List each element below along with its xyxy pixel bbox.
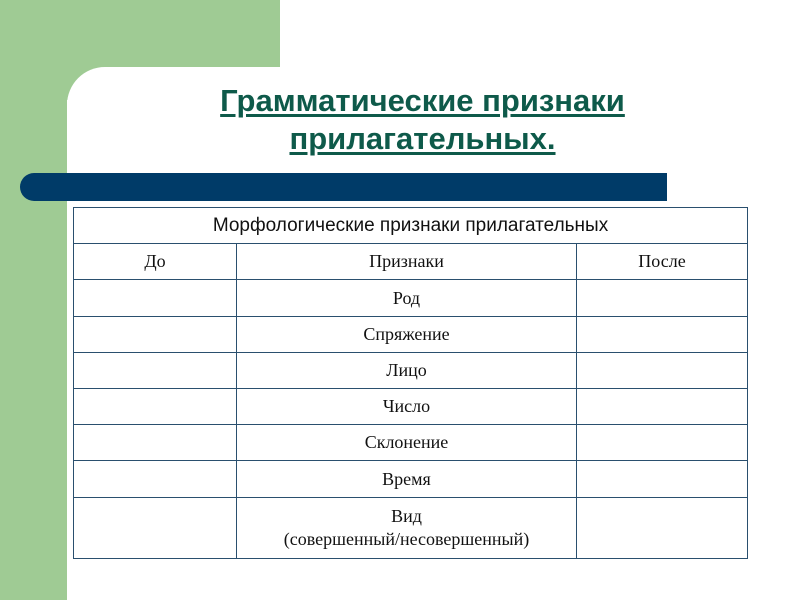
feature-label: Вид xyxy=(391,505,422,526)
feature-cell: Время xyxy=(237,461,577,497)
table-row xyxy=(74,461,748,497)
column-header-after: После xyxy=(577,244,748,280)
before-cell xyxy=(74,497,237,558)
feature-cell: Лицо xyxy=(237,352,577,388)
table-row xyxy=(74,425,748,461)
after-cell xyxy=(577,461,748,497)
table-row xyxy=(74,497,748,558)
table-row xyxy=(74,316,748,352)
decorative-bar xyxy=(20,173,667,201)
after-cell xyxy=(577,280,748,316)
feature-cell xyxy=(237,497,577,558)
table-row xyxy=(74,352,748,388)
before-cell xyxy=(74,280,237,316)
after-cell xyxy=(577,497,748,558)
before-cell xyxy=(74,461,237,497)
after-cell xyxy=(577,389,748,425)
before-cell xyxy=(74,425,237,461)
morphology-table xyxy=(73,207,748,559)
feature-cell: Род xyxy=(237,280,577,316)
after-cell xyxy=(577,352,748,388)
feature-cell: Число xyxy=(237,389,577,425)
column-header-row xyxy=(74,244,748,280)
table-header: Морфологические признаки прилагательных xyxy=(74,208,748,244)
before-cell xyxy=(74,352,237,388)
table-row xyxy=(74,389,748,425)
slide-title xyxy=(100,82,745,158)
after-cell xyxy=(577,316,748,352)
table-row xyxy=(74,280,748,316)
column-header-features: Признаки xyxy=(237,244,577,280)
before-cell xyxy=(74,389,237,425)
feature-cell: Спряжение xyxy=(237,316,577,352)
feature-note: (совершенный/несовершенный) xyxy=(283,528,530,549)
after-cell xyxy=(577,425,748,461)
feature-cell: Склонение xyxy=(237,425,577,461)
column-header-before: До xyxy=(74,244,237,280)
title-line-2: прилагательных. xyxy=(289,121,556,156)
title-line-1: Грамматические признаки xyxy=(220,83,625,118)
before-cell xyxy=(74,316,237,352)
table-header-row xyxy=(74,208,748,244)
